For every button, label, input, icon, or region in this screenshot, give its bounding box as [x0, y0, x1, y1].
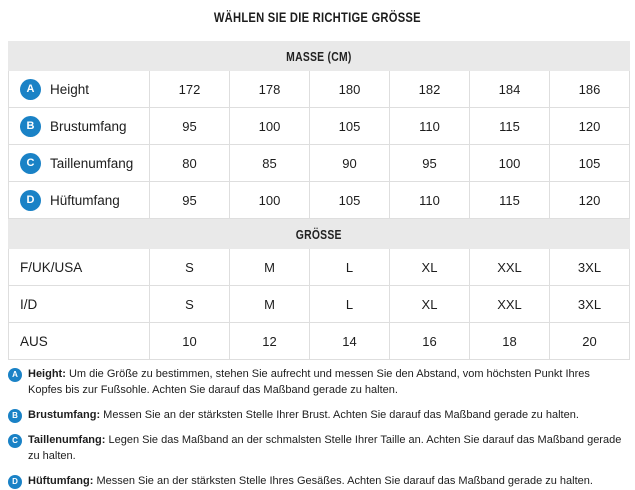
table-cell: M [229, 249, 309, 285]
row-label: F/UK/USA [20, 259, 83, 275]
row-label-cell [9, 108, 149, 144]
table-cell: 18 [469, 323, 549, 359]
page-title-text: WÄHLEN SIE DIE RICHTIGE GRÖSSE [214, 9, 421, 25]
page-title [0, 0, 635, 25]
table-cell: 95 [149, 182, 229, 218]
table-cell: XL [389, 249, 469, 285]
table-cell: 180 [309, 71, 389, 107]
row-label-cell [9, 249, 149, 285]
note-label: Hüftumfang: [28, 474, 94, 487]
table-cell: 85 [229, 145, 309, 181]
table-cell: L [309, 286, 389, 322]
badge-d-icon: D [20, 190, 41, 211]
row-label-cell [9, 286, 149, 322]
table-cell: 115 [469, 108, 549, 144]
table-cell: 16 [389, 323, 469, 359]
table-cell: XXL [469, 286, 549, 322]
row-label: Hüftumfang [50, 192, 120, 208]
size-chart-table [8, 41, 630, 360]
table-cell: 120 [549, 182, 629, 218]
section-header-masse-label: MASSE (CM) [286, 48, 352, 64]
badge-b-icon: B [8, 409, 22, 423]
table-cell: 95 [389, 145, 469, 181]
table-cell: 105 [309, 108, 389, 144]
table-cell: 110 [389, 182, 469, 218]
section-header-masse [8, 41, 630, 71]
table-cell: 12 [229, 323, 309, 359]
table-row-i-d [9, 286, 629, 323]
table-cell: 115 [469, 182, 549, 218]
note-label: Taillenumfang: [28, 433, 106, 446]
note-label: Brustumfang: [28, 408, 101, 421]
note-text: Legen Sie das Maßband an der schmalsten Stelle Ihrer Taille an. Achten Sie darauf das Maßband gerade zu halten. [28, 433, 622, 462]
measure-rows [8, 71, 630, 219]
table-cell: 100 [229, 108, 309, 144]
badge-c-icon: C [20, 153, 41, 174]
row-label: Brustumfang [50, 118, 127, 134]
row-label: AUS [20, 333, 48, 349]
table-row-height [9, 71, 629, 108]
row-label-cell [9, 145, 149, 181]
table-row-f-uk-usa [9, 249, 629, 286]
note-height [8, 367, 625, 399]
size-rows [8, 249, 630, 360]
table-cell: 178 [229, 71, 309, 107]
badge-a-icon: A [8, 368, 22, 382]
table-cell: XXL [469, 249, 549, 285]
row-label-cell [9, 71, 149, 107]
note-taillenumfang [8, 433, 625, 465]
table-cell: 100 [229, 182, 309, 218]
note-text: Um die Größe zu bestimmen, stehen Sie aufrecht und messen Sie den Abstand, vom höchsten Punkt Ihres Kopfes bis zur Fußsohle. Achten Sie darauf das Maßband gerade zu halten. [28, 368, 590, 396]
table-cell: XL [389, 286, 469, 322]
section-header-groesse [8, 219, 630, 249]
table-cell: 90 [309, 145, 389, 181]
note-label: Height: [28, 368, 66, 380]
note-brustumfang [8, 408, 625, 424]
note-text: Messen Sie an der stärksten Stelle Ihrer Brust. Achten Sie darauf das Maßband gerade zu halten. [103, 408, 579, 421]
table-cell: 10 [149, 323, 229, 359]
row-label: Height [50, 81, 90, 97]
note-hueftumfang [8, 474, 625, 490]
table-cell: 95 [149, 108, 229, 144]
table-cell: 105 [549, 145, 629, 181]
table-cell: L [309, 249, 389, 285]
table-cell: 120 [549, 108, 629, 144]
badge-c-icon: C [8, 434, 22, 448]
table-cell: 3XL [549, 286, 629, 322]
table-cell: 182 [389, 71, 469, 107]
table-row-aus [9, 323, 629, 360]
row-label: Taillenumfang [50, 155, 134, 171]
table-row-hueftumfang [9, 182, 629, 219]
table-cell: S [149, 286, 229, 322]
table-cell: 3XL [549, 249, 629, 285]
table-cell: 105 [309, 182, 389, 218]
table-cell: 20 [549, 323, 629, 359]
measurement-notes [8, 367, 625, 490]
table-cell: M [229, 286, 309, 322]
table-row-brustumfang [9, 108, 629, 145]
section-header-groesse-label: GRÖSSE [296, 226, 342, 242]
note-text: Messen Sie an der stärksten Stelle Ihres Gesäßes. Achten Sie darauf das Maßband gerade zu halten. [96, 474, 593, 487]
row-label-cell [9, 323, 149, 359]
table-cell: 184 [469, 71, 549, 107]
table-cell: S [149, 249, 229, 285]
table-cell: 186 [549, 71, 629, 107]
row-label-cell [9, 182, 149, 218]
table-cell: 14 [309, 323, 389, 359]
badge-a-icon: A [20, 79, 41, 100]
badge-b-icon: B [20, 116, 41, 137]
row-label: I/D [20, 296, 38, 312]
table-cell: 172 [149, 71, 229, 107]
badge-d-icon: D [8, 475, 22, 489]
table-cell: 80 [149, 145, 229, 181]
table-cell: 100 [469, 145, 549, 181]
table-cell: 110 [389, 108, 469, 144]
table-row-taillenumfang [9, 145, 629, 182]
